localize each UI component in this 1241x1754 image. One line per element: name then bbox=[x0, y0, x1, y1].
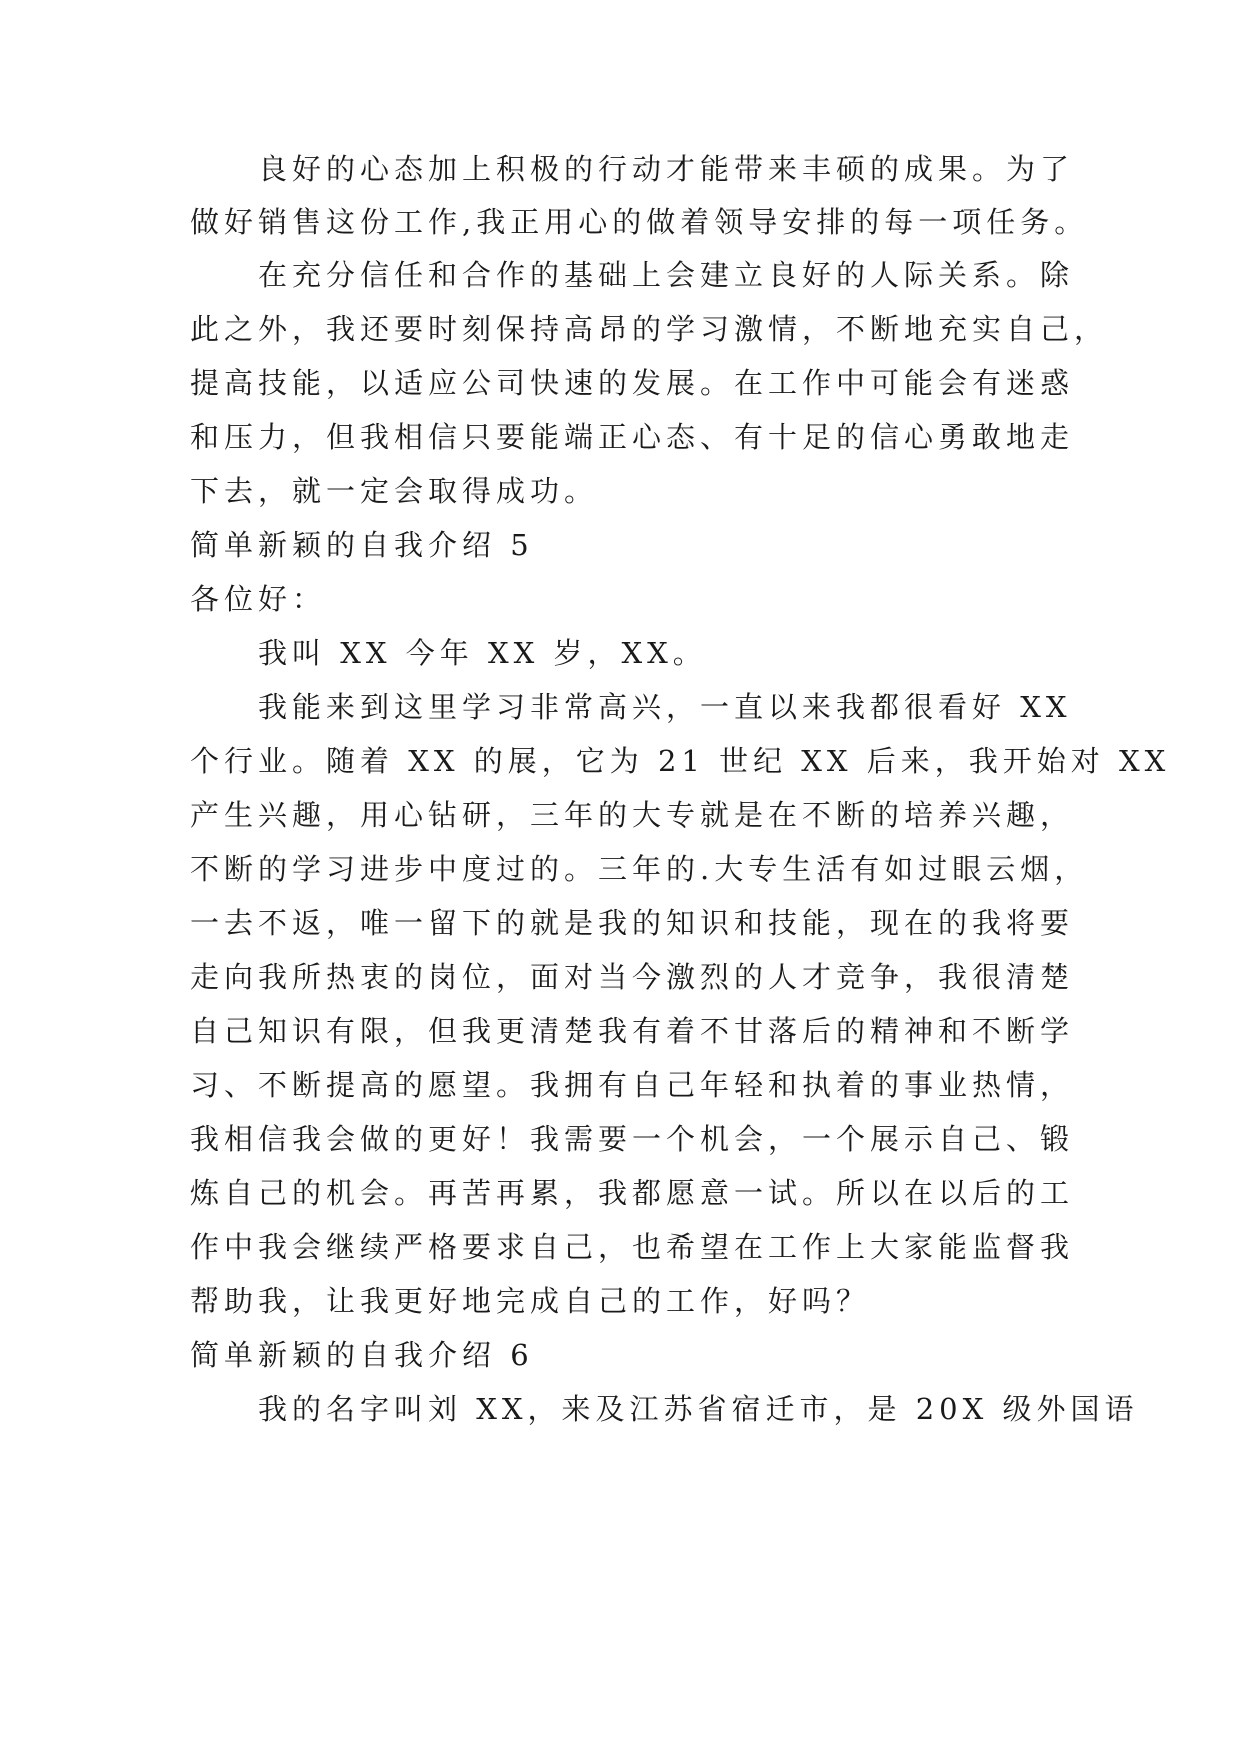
section-heading: 简单新颖的自我介绍 6 bbox=[190, 1338, 534, 1372]
paragraph-line: 下去，就一定会取得成功。 bbox=[190, 474, 599, 508]
paragraph-line: 不断的学习进步中度过的。三年的.大专生活有如过眼云烟， bbox=[190, 852, 1089, 886]
paragraph-line: 帮助我，让我更好地完成自己的工作，好吗？ bbox=[190, 1284, 871, 1318]
paragraph-line: 做好销售这份工作,我正用心的做着领导安排的每一项任务。 bbox=[190, 205, 1089, 239]
paragraph-line: 个行业。随着 XX 的展，它为 21 世纪 XX 后来，我开始对 XX bbox=[190, 744, 1171, 778]
paragraph-line: 和压力，但我相信只要能端正心态、有十足的信心勇敢地走 bbox=[190, 420, 1075, 454]
paragraph-line: 我的名字叫刘 XX，来及江苏省宿迁市，是 20X 级外国语 bbox=[258, 1392, 1139, 1426]
section-heading: 简单新颖的自我介绍 5 bbox=[190, 528, 534, 562]
paragraph-line: 炼自己的机会。再苦再累，我都愿意一试。所以在以后的工 bbox=[190, 1176, 1075, 1210]
paragraph-line: 一去不返，唯一留下的就是我的知识和技能，现在的我将要 bbox=[190, 906, 1075, 940]
paragraph-line: 自己知识有限，但我更清楚我有着不甘落后的精神和不断学 bbox=[190, 1014, 1075, 1048]
paragraph-line: 走向我所热衷的岗位，面对当今激烈的人才竞争，我很清楚 bbox=[190, 960, 1075, 994]
paragraph-line: 良好的心态加上积极的行动才能带来丰硕的成果。为了 bbox=[258, 152, 1075, 186]
greeting-line: 各位好： bbox=[190, 582, 327, 616]
paragraph-line: 提高技能，以适应公司快速的发展。在工作中可能会有迷惑 bbox=[190, 366, 1075, 400]
paragraph-line: 习、不断提高的愿望。我拥有自己年轻和执着的事业热情， bbox=[190, 1068, 1075, 1102]
paragraph-line: 我叫 XX 今年 XX 岁，XX。 bbox=[258, 636, 707, 670]
paragraph-line: 作中我会继续严格要求自己，也希望在工作上大家能监督我 bbox=[190, 1230, 1075, 1264]
paragraph-line: 我能来到这里学习非常高兴，一直以来我都很看好 XX bbox=[258, 690, 1072, 724]
paragraph-line: 产生兴趣，用心钻研，三年的大专就是在不断的培养兴趣， bbox=[190, 798, 1075, 832]
paragraph-line: 在充分信任和合作的基础上会建立良好的人际关系。除 bbox=[258, 258, 1075, 292]
paragraph-line: 我相信我会做的更好！我需要一个机会，一个展示自己、锻 bbox=[190, 1122, 1075, 1156]
paragraph-line: 此之外，我还要时刻保持高昂的学习激情，不断地充实自己， bbox=[190, 312, 1109, 346]
